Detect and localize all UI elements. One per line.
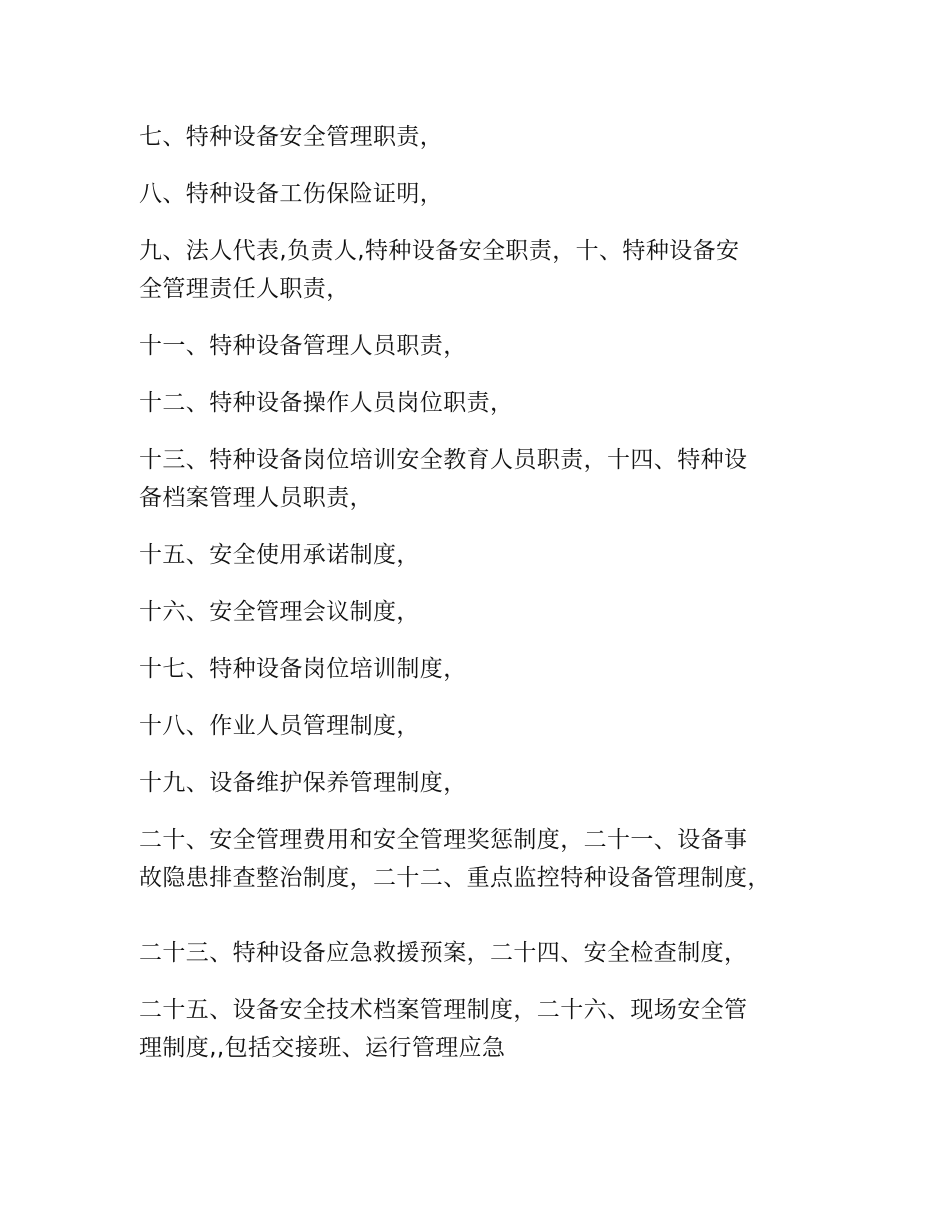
text-line: 十二、特种设备操作人员岗位职责， (139, 390, 514, 416)
paragraph-item-9-10 (139, 232, 819, 308)
paragraph-item-15 (139, 536, 819, 574)
paragraph-item-11 (139, 327, 819, 365)
text-line: 故隐患排查整治制度，二十二、重点监控特种设备管理制度， (139, 865, 771, 891)
paragraph-item-17 (139, 650, 819, 688)
paragraph-item-20-22 (139, 821, 819, 897)
text-line: 九、法人代表,负责人,特种设备安全职责，十、特种设备安 (139, 238, 740, 264)
paragraph-item-12 (139, 384, 819, 422)
text-line: 八、特种设备工伤保险证明， (139, 181, 444, 207)
paragraph-item-13-14 (139, 441, 819, 517)
text-line: 全管理责任人职责， (139, 276, 350, 302)
paragraph-item-18 (139, 707, 819, 745)
text-line: 备档案管理人员职责， (139, 485, 373, 511)
document-body (139, 118, 819, 1086)
text-line: 二十、安全管理费用和安全管理奖惩制度，二十一、设备事 (139, 827, 748, 853)
paragraph-item-19 (139, 764, 819, 802)
text-line: 十一、特种设备管理人员职责， (139, 333, 467, 359)
text-line: 十七、特种设备岗位培训制度， (139, 656, 467, 682)
text-line: 十五、安全使用承诺制度， (139, 542, 420, 568)
paragraph-item-16 (139, 593, 819, 631)
text-line: 二十三、特种设备应急救援预案，二十四、安全检查制度， (139, 940, 748, 966)
text-line: 十六、安全管理会议制度， (139, 599, 420, 625)
paragraph-item-7 (139, 118, 819, 156)
paragraph-item-23-24 (139, 934, 819, 972)
text-line: 理制度,,包括交接班、运行管理应急 (139, 1035, 506, 1061)
text-line: 十九、设备维护保养管理制度， (139, 770, 467, 796)
paragraph-item-8 (139, 175, 819, 213)
text-line: 十三、特种设备岗位培训安全教育人员职责，十四、特种设 (139, 447, 748, 473)
text-line: 二十五、设备安全技术档案管理制度，二十六、现场安全管 (139, 997, 748, 1023)
text-line: 七、特种设备安全管理职责， (139, 124, 444, 150)
text-line: 十八、作业人员管理制度， (139, 713, 420, 739)
paragraph-item-25-26 (139, 991, 819, 1067)
